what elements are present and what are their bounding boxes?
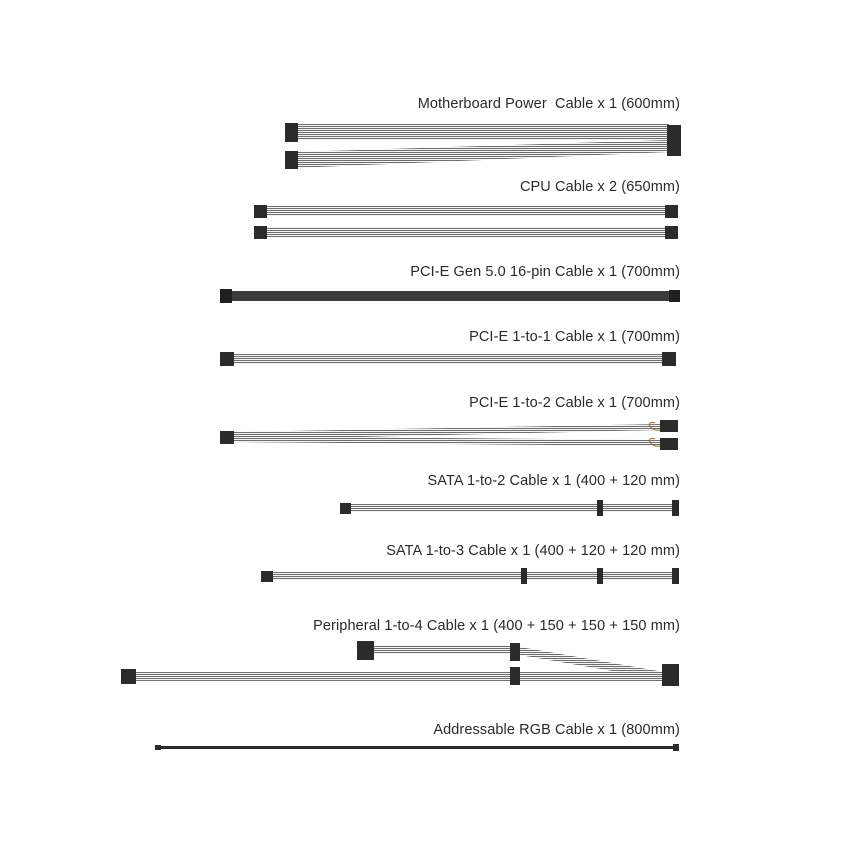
cable-label-argb: Addressable RGB Cable x 1 (800mm) (433, 722, 680, 738)
cable-label-motherboard: Motherboard Power Cable x 1 (600mm) (417, 96, 680, 112)
sata-1to3-cable-image (261, 568, 679, 584)
pcie-gen5-cable-image (220, 289, 680, 303)
argb-cable-image (155, 744, 679, 751)
sata-1to2-cable-image (340, 500, 679, 516)
cable-label-cpu: CPU Cable x 2 (650mm) (519, 179, 680, 195)
cable-label-sata-1to3: SATA 1-to-3 Cable x 1 (400 + 120 + 120 mm) (386, 543, 680, 559)
cable-label-peripheral: Peripheral 1-to-4 Cable x 1 (400 + 150 + 150 + 150 mm) (313, 618, 680, 634)
cable-label-pcie-gen5: PCI-E Gen 5.0 16-pin Cable x 1 (700mm) (410, 264, 680, 280)
cable-label-sata-1to2: SATA 1-to-2 Cable x 1 (400 + 120 mm) (427, 473, 680, 489)
peripheral-cable-image (121, 641, 679, 686)
cpu-cable-image (254, 205, 678, 239)
pcie-1to1-cable-image (220, 352, 676, 366)
cable-label-pcie-1to1: PCI-E 1-to-1 Cable x 1 (700mm) (469, 329, 680, 345)
cable-label-pcie-1to2: PCI-E 1-to-2 Cable x 1 (700mm) (469, 395, 680, 411)
motherboard-cable-image (285, 123, 681, 169)
pcie-1to2-cable-image (220, 420, 678, 450)
